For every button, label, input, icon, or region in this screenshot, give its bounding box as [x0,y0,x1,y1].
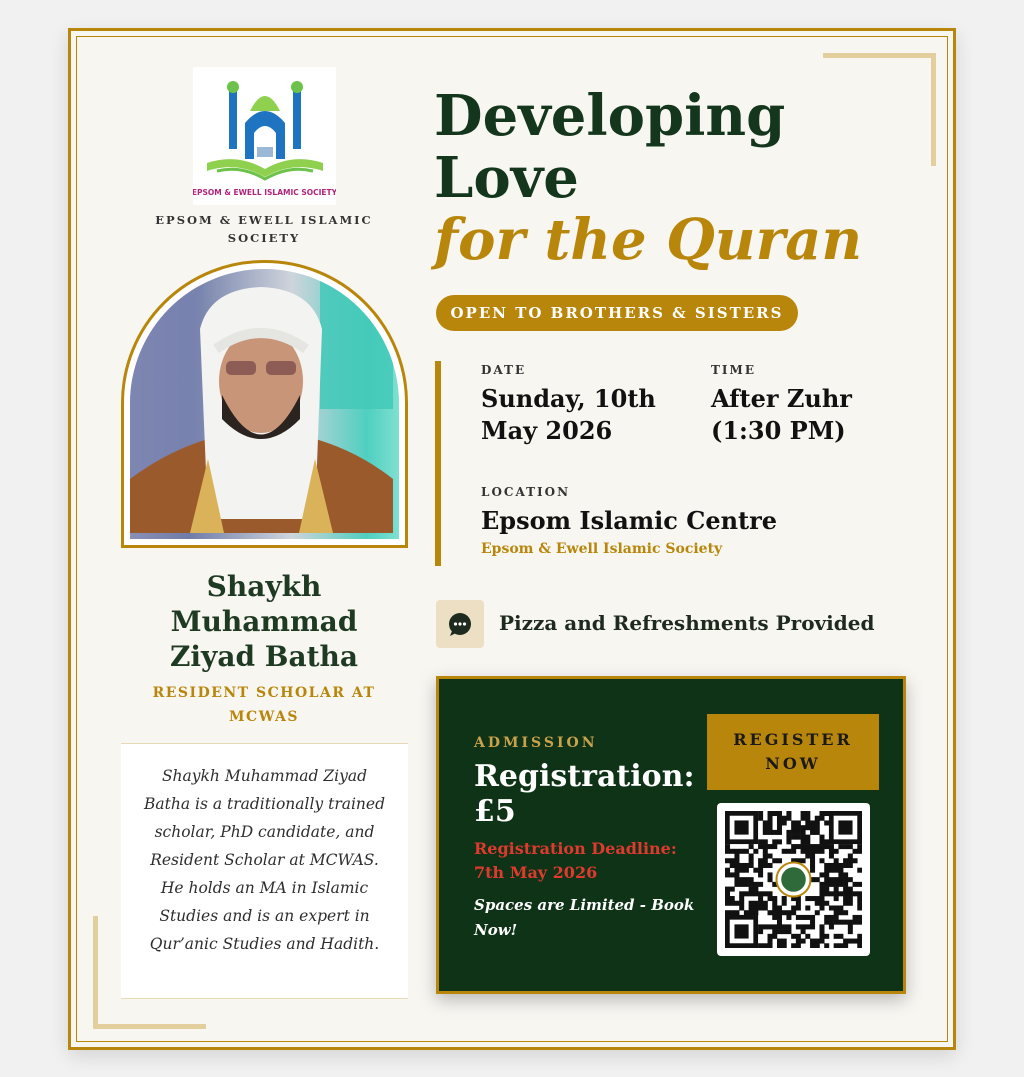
event-title [434,85,934,271]
date-block [481,363,691,447]
mosque-logo-icon [193,67,336,205]
time-block [711,363,911,447]
event-poster [68,28,956,1050]
speaker-portrait-icon [130,269,393,533]
details-accent-bar [435,361,441,566]
speaker-title: RESIDENT SCHOLAR AT MCWAS [152,685,376,725]
location-block [481,485,901,557]
event-title-line3: for the Quran [434,207,863,273]
organization-logo [193,67,336,205]
svg-text:EPSOM & EWELL ISLAMIC SOCIETY: EPSOM & EWELL ISLAMIC SOCIETY [193,188,336,197]
speaker-name: Shaykh Muhammad Ziyad Batha [169,570,359,673]
chat-bubble-icon [436,600,484,648]
registration-qr-code[interactable] [717,803,870,956]
event-title-line2: Love [434,145,579,211]
registration-deadline: Registration Deadline: 7th May 2026 [474,839,677,882]
admission-panel [436,676,906,994]
speaker-photo-frame [121,260,408,548]
organization-name: EPSOM & EWELL ISLAMIC SOCIETY [155,213,373,245]
qr-code-icon [725,811,862,948]
amenities-text: Pizza and Refreshments Provided [499,611,875,635]
date-label: DATE [481,363,527,377]
date-value: Sunday, 10th May 2026 [481,384,656,445]
audience-badge: OPEN TO BROTHERS & SISTERS [436,295,798,331]
location-value: Epsom Islamic Centre [481,506,778,535]
location-subtitle: Epsom & Ewell Islamic Society [481,541,723,557]
event-title-line1: Developing [434,83,786,149]
admission-price: Registration: £5 [474,759,695,829]
time-label: TIME [711,363,756,377]
spaces-limited-note: Spaces are Limited - Book Now! [474,896,695,939]
admission-label: ADMISSION [474,735,598,751]
register-now-button[interactable]: REGISTER NOW [707,714,879,790]
location-label: LOCATION [481,485,571,499]
speaker-bio: Shaykh Muhammad Ziyad Batha is a traditionally trained scholar, PhD candidate, and Resident Scholar at MCWAS. He holds an MA in Islamic Studies and is an expert in Qur’anic Studies and Hadith. [121,743,408,999]
speaker-photo [130,269,399,539]
time-value: After Zuhr (1:30 PM) [711,384,852,445]
